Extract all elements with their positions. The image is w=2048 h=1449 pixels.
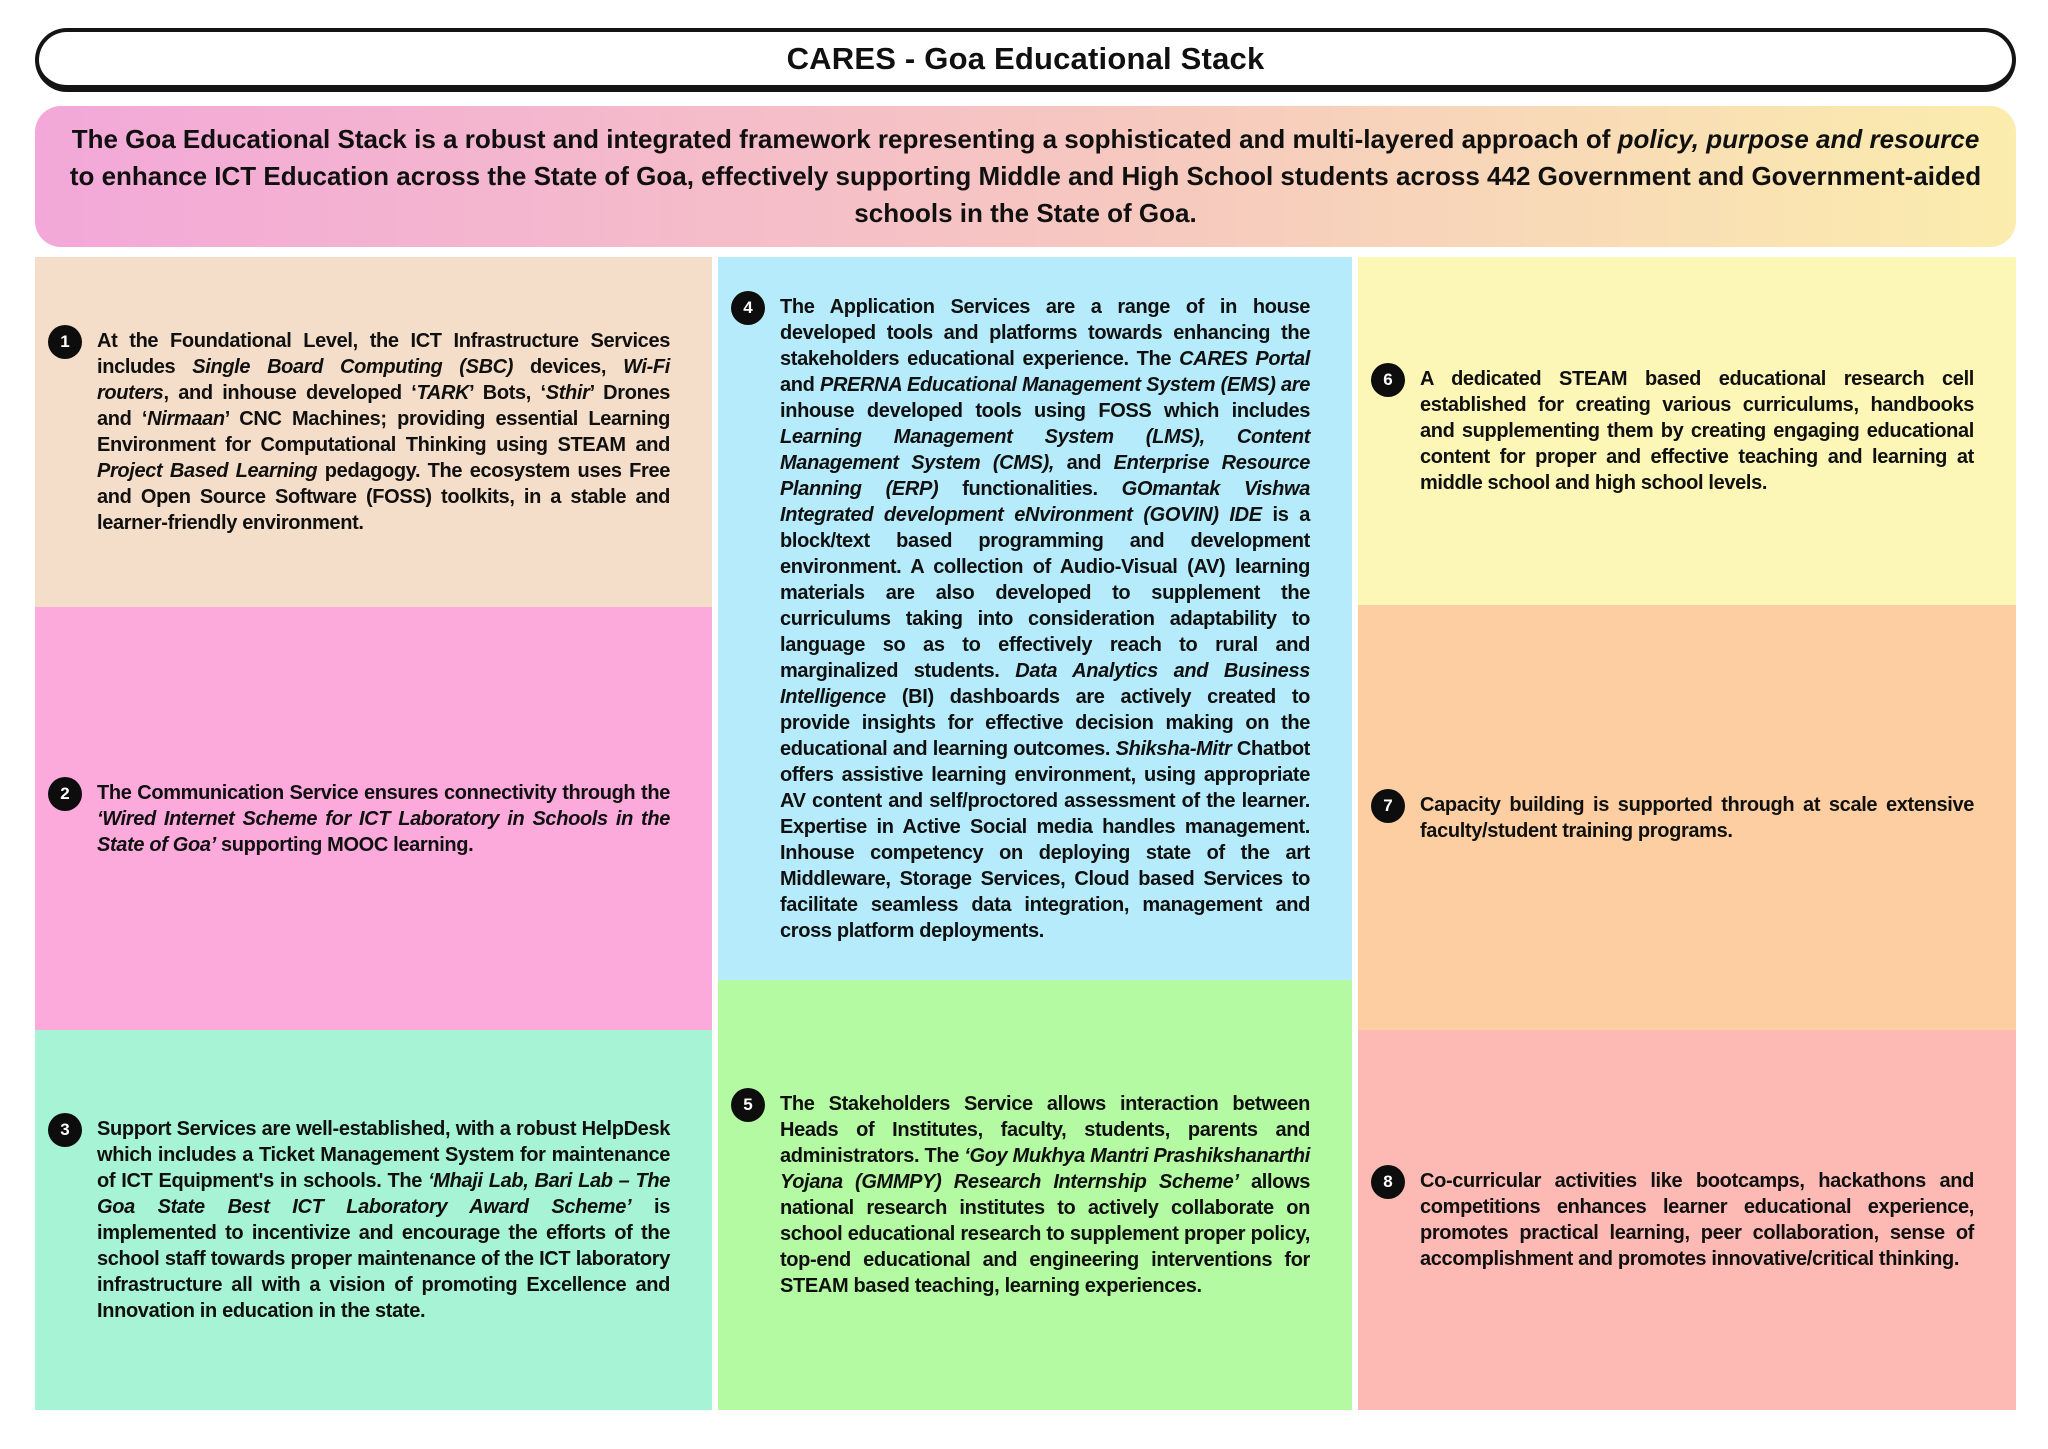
service-text-6: A dedicated STEAM based educational research cell established for creating various curriculums, handbooks and supplementing them by creating engaging educational content for proper and effective teaching and learning at middle school and high school levels. — [1420, 368, 1974, 494]
box-co-curricular-activities — [1358, 1030, 2016, 1410]
intro-text: The Goa Educational Stack is a robust and integrated framework representing a sophisticated and multi-layered approach of policy, purpose and resource to enhance ICT Education across the State of Goa, effectively supporting Middle and High School students across 442 Government and Government-aided schools in the State of Goa. — [69, 124, 1982, 228]
service-text-4: The Application Services are a range of in house developed tools and platforms towards enhancing the stakeholders educational experience. The CARES Portal and PRERNA Educational Management System (EMS) are inhouse developed tools using FOSS which includes Learning Management System (LMS), Content Management System (CMS), and Enterprise Resource Planning (ERP) functionalities. GOmantak Vishwa Integrated development eNvironment (GOVIN) IDE is a block/text based programming and development environment. A collection of Audio-Visual (AV) learning materials are also developed to supplement the curriculums taking into consideration adaptability to language so as to effectively reach to rural and marginalized students. Data Analytics and Business Intelligence (BI) dashboards are actively created to provide insights for effective decision making on the educational and learning outcomes. Shiksha-Mitr Chatbot offers assistive learning environment, using appropriate AV content and self/proctored assessment of the learner. Expertise in Active Social media handles management. Inhouse competency on deploying state of the art Middleware, Storage Services, Cloud based Services to facilitate seamless data integration, management and cross platform deployments. — [780, 295, 1311, 942]
step-badge-8: 8 — [1371, 1165, 1405, 1199]
step-badge-4: 4 — [731, 291, 765, 325]
title-bar — [35, 28, 2016, 92]
box-application-services — [718, 257, 1352, 980]
service-text-5: The Stakeholders Service allows interaction between Heads of Institutes, faculty, students, parents and administrators. The ‘Goy Mukhya Mantri Prashikshanarthi Yojana (GMMPY) Research Internship Scheme’ allows national research institutes to actively collaborate on school educational research to supplement proper policy, top-end educational and engineering interventions for STEAM based teaching, learning experiences. — [780, 1093, 1311, 1297]
service-text-2: The Communication Service ensures connectivity through the ‘Wired Internet Scheme for ICT Laboratory in Schools in the State of Goa’ supporting MOOC learning. — [97, 781, 670, 856]
box-steam-research-cell — [1358, 257, 2016, 605]
service-text-7: Capacity building is supported through at scale extensive faculty/student training programs. — [1420, 793, 1974, 842]
step-badge-5: 5 — [731, 1088, 765, 1122]
step-badge-7: 7 — [1371, 789, 1405, 823]
column-middle — [718, 257, 1352, 1410]
step-badge-6: 6 — [1371, 363, 1405, 397]
page-title: CARES - Goa Educational Stack — [786, 40, 1265, 76]
services-grid — [35, 257, 2016, 1410]
service-text-3: Support Services are well-established, with a robust HelpDesk which includes a Ticket Management System for maintenance of ICT Equipment's in schools. The ‘Mhaji Lab, Bari Lab – The Goa State Best ICT Laboratory Award Scheme’ is implemented to incentivize and encourage the efforts of the school staff towards proper maintenance of the ICT laboratory infrastructure all with a vision of promoting Excellence and Innovation in education in the state. — [97, 1118, 671, 1322]
step-badge-3: 3 — [48, 1113, 82, 1147]
service-text-1: At the Foundational Level, the ICT Infrastructure Services includes Single Board Computing (SBC) devices, Wi-Fi routers, and inhouse developed ‘TARK’ Bots, ‘Sthir’ Drones and ‘Nirmaan’ CNC Machines; providing essential Learning Environment for Computational Thinking using STEAM and Project Based Learning pedagogy. The ecosystem uses Free and Open Source Software (FOSS) toolkits, in a stable and learner-friendly environment. — [97, 330, 671, 534]
box-stakeholders-service — [718, 980, 1352, 1410]
column-left — [35, 257, 712, 1410]
box-support-services — [35, 1030, 712, 1410]
intro-banner — [35, 106, 2016, 247]
step-badge-1: 1 — [48, 325, 82, 359]
service-text-8: Co-curricular activities like bootcamps, hackathons and competitions enhances learner educational experience, promotes practical learning, peer collaboration, sense of accomplishment and promotes innovative/critical thinking. — [1420, 1170, 1974, 1270]
step-badge-2: 2 — [48, 777, 82, 811]
box-capacity-building — [1358, 605, 2016, 1030]
column-right — [1358, 257, 2016, 1410]
box-communication-service — [35, 607, 712, 1030]
box-ict-infrastructure-services — [35, 257, 712, 607]
